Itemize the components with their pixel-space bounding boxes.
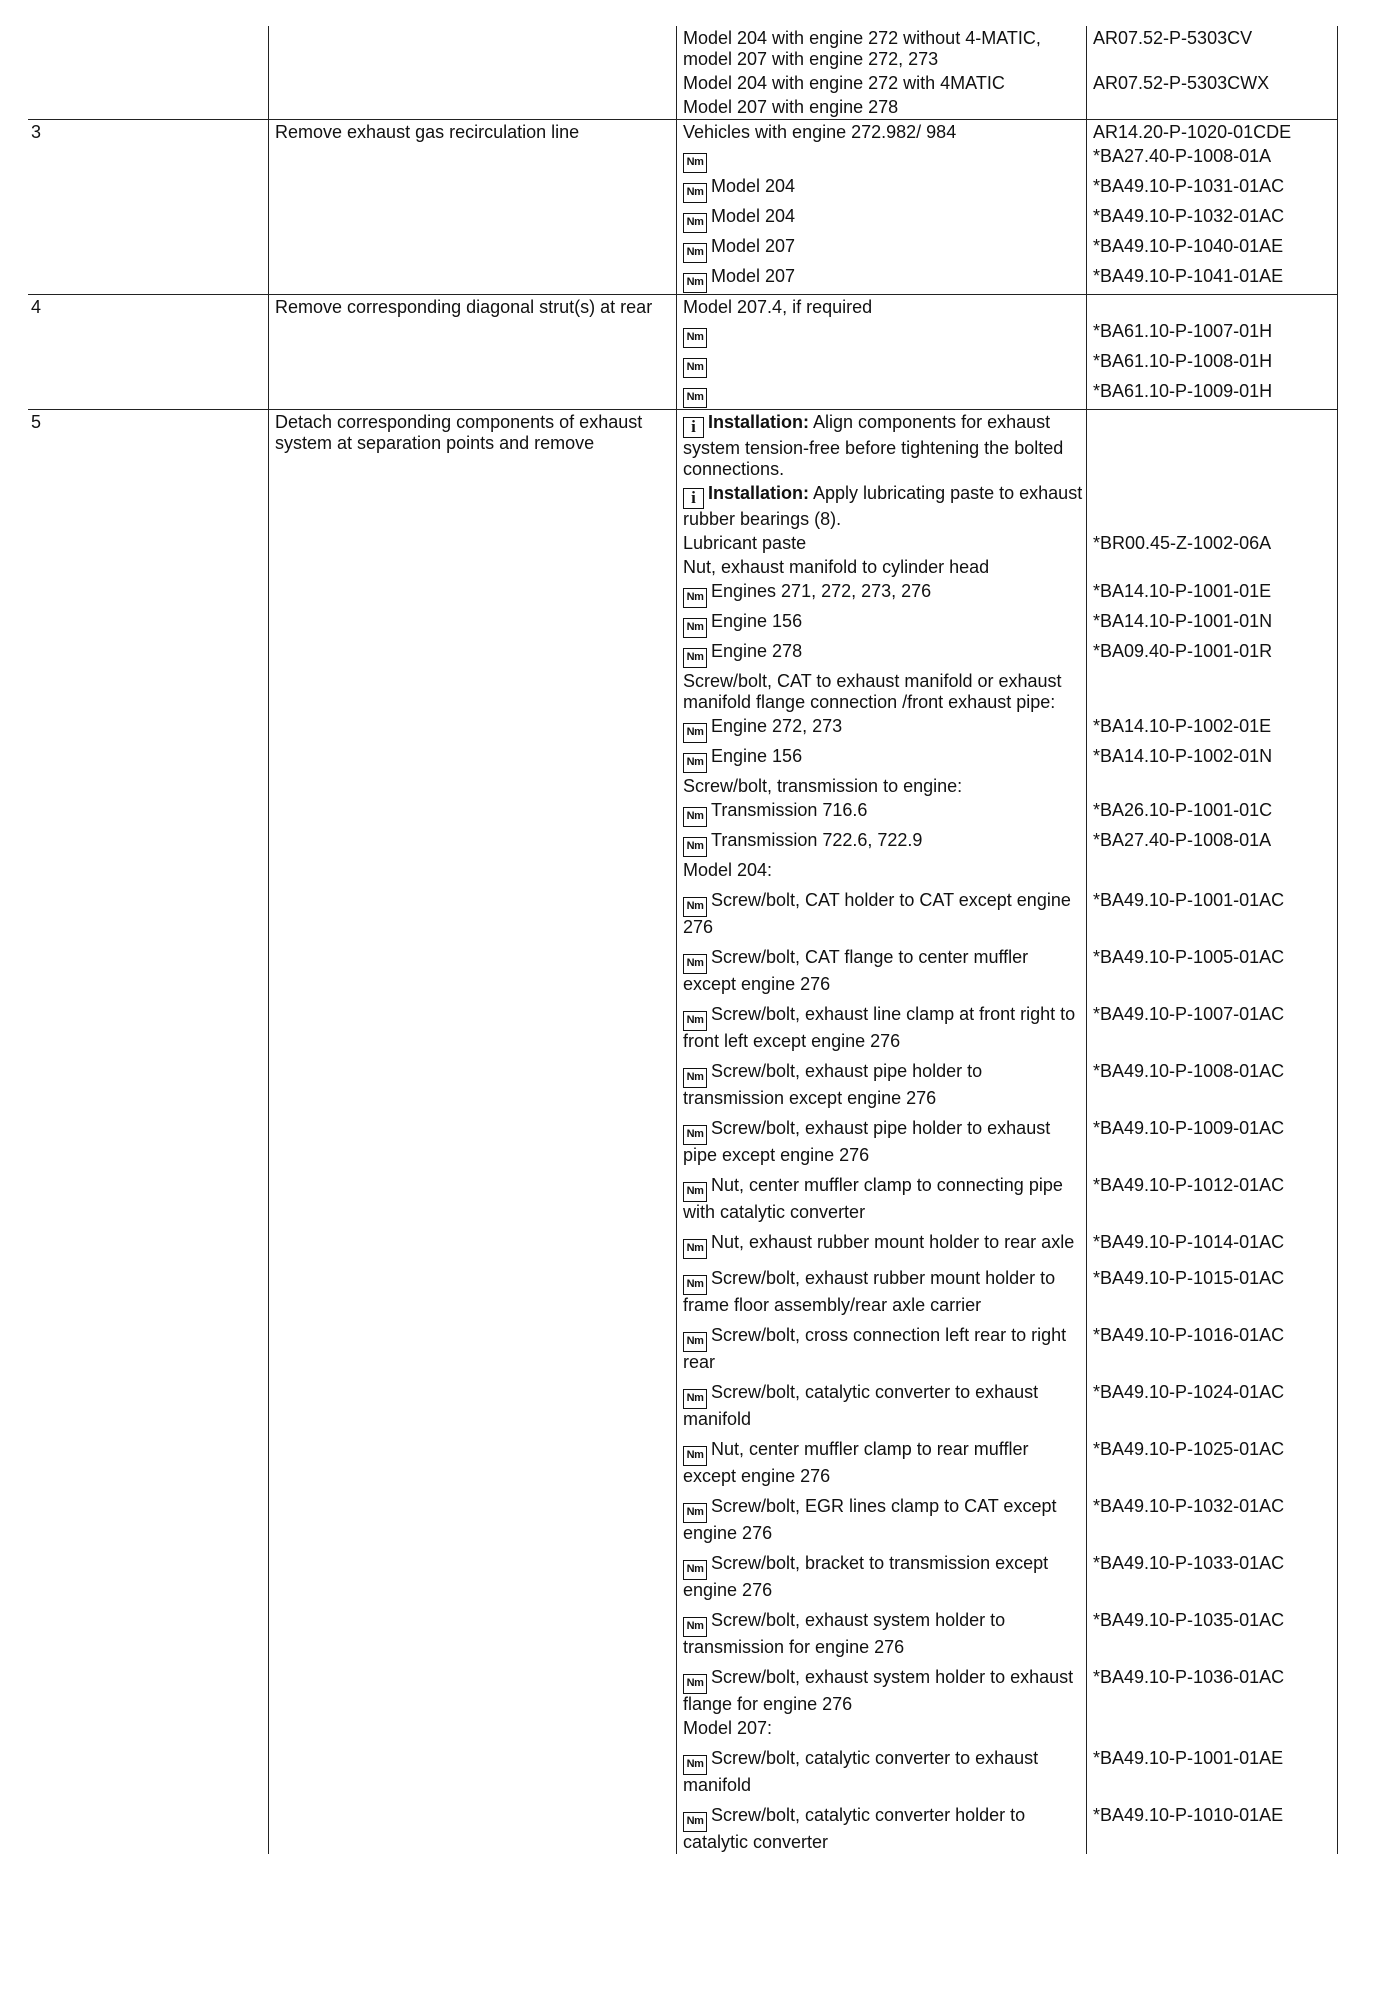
detail-text: Screw/bolt, EGR lines clamp to CAT except engine 276: [683, 1496, 1057, 1543]
detail-text: Model 204 with engine 272 without 4-MATIC, model 207 with engine 272, 273: [683, 28, 1041, 69]
torque-nm-icon: Nm: [683, 588, 707, 608]
step-detail: [677, 174, 1087, 204]
torque-nm-icon: Nm: [683, 153, 707, 173]
info-icon: i: [683, 488, 704, 509]
reference-document-link[interactable]: *BA61.10-P-1007-01H: [1087, 319, 1338, 349]
step-detail: [677, 481, 1087, 531]
reference-document-link[interactable]: AR07.52-P-5303CWX: [1087, 71, 1338, 95]
detail-text: Screw/bolt, CAT flange to center muffler except engine 276: [683, 947, 1029, 994]
reference-document-link: [1087, 858, 1338, 882]
step-detail: [677, 1374, 1087, 1431]
detail-text: Screw/bolt, transmission to engine:: [683, 776, 963, 796]
detail-text: Nut, center muffler clamp to connecting pipe with catalytic converter: [683, 1175, 1063, 1222]
step-detail: [677, 1260, 1087, 1317]
detail-text: Screw/bolt, catalytic converter to exhaust manifold: [683, 1382, 1039, 1429]
detail-text: Engine 156: [711, 611, 803, 631]
detail-text: Screw/bolt, exhaust system holder to transmission for engine 276: [683, 1610, 1006, 1657]
torque-nm-icon: Nm: [683, 388, 707, 408]
step-detail: [677, 1716, 1087, 1740]
step-action: Remove corresponding diagonal strut(s) at rear: [269, 295, 677, 410]
reference-document-link: [1087, 95, 1338, 120]
torque-nm-icon: Nm: [683, 753, 707, 773]
step-detail: [677, 1224, 1087, 1260]
torque-nm-icon: Nm: [683, 618, 707, 638]
step-detail: [677, 1602, 1087, 1659]
torque-nm-icon: Nm: [683, 807, 707, 827]
info-icon: i: [683, 417, 704, 438]
step-detail: [677, 1545, 1087, 1602]
detail-text: Engine 272, 273: [711, 716, 843, 736]
torque-nm-icon: Nm: [683, 1674, 707, 1694]
reference-document-link[interactable]: *BA49.10-P-1010-01AE: [1087, 1797, 1338, 1854]
reference-document-link[interactable]: *BA49.10-P-1035-01AC: [1087, 1602, 1338, 1659]
detail-text: Engine 278: [711, 641, 803, 661]
torque-nm-icon: Nm: [683, 358, 707, 378]
step-detail: [677, 774, 1087, 798]
step-detail: [677, 714, 1087, 744]
detail-text: Transmission 722.6, 722.9: [711, 830, 923, 850]
detail-text: Lubricant paste: [683, 533, 807, 553]
step-action: [269, 26, 677, 120]
step-detail: [677, 996, 1087, 1053]
torque-nm-icon: Nm: [683, 723, 707, 743]
step-number: [28, 26, 269, 120]
reference-document-link[interactable]: *BA49.10-P-1001-01AE: [1087, 1740, 1338, 1797]
reference-document-link[interactable]: *BA49.10-P-1041-01AE: [1087, 264, 1338, 295]
reference-document-link[interactable]: *BA49.10-P-1009-01AC: [1087, 1110, 1338, 1167]
torque-nm-icon: Nm: [683, 1755, 707, 1775]
reference-document-link[interactable]: *BA14.10-P-1002-01N: [1087, 744, 1338, 774]
detail-text: Screw/bolt, exhaust pipe holder to transmission except engine 276: [683, 1061, 983, 1108]
detail-text: Transmission 716.6: [711, 800, 868, 820]
detail-text: Apply lubricating paste to exhaust rubber bearings (8).: [683, 483, 1083, 529]
detail-text: Nut, exhaust manifold to cylinder head: [683, 557, 990, 577]
torque-nm-icon: Nm: [683, 1182, 707, 1202]
step-detail: [677, 579, 1087, 609]
detail-text: Model 207: [711, 236, 796, 256]
step-number: 3: [28, 120, 269, 295]
reference-document-link[interactable]: *BA27.40-P-1008-01A: [1087, 144, 1338, 174]
step-detail: [677, 744, 1087, 774]
step-detail: [677, 939, 1087, 996]
torque-nm-icon: Nm: [683, 183, 707, 203]
torque-nm-icon: Nm: [683, 1332, 707, 1352]
torque-nm-icon: Nm: [683, 213, 707, 233]
step-detail: [677, 319, 1087, 349]
reference-document-link[interactable]: *BA49.10-P-1007-01AC: [1087, 996, 1338, 1053]
step-detail: [677, 531, 1087, 555]
reference-document-link: [1087, 410, 1338, 482]
step-detail: [677, 798, 1087, 828]
installation-label: Installation:: [708, 483, 810, 503]
step-number: 4: [28, 295, 269, 410]
torque-nm-icon: Nm: [683, 954, 707, 974]
torque-nm-icon: Nm: [683, 1011, 707, 1031]
torque-nm-icon: Nm: [683, 1812, 707, 1832]
reference-document-link[interactable]: *BA49.10-P-1015-01AC: [1087, 1260, 1338, 1317]
procedure-sheet: [28, 26, 1338, 1854]
detail-text: Align components for exhaust system tension-free before tightening the bolted connections.: [683, 412, 1064, 479]
step-detail: [677, 410, 1087, 482]
detail-text: Model 204:: [683, 860, 773, 880]
reference-document-link[interactable]: *BA61.10-P-1008-01H: [1087, 349, 1338, 379]
reference-document-link: [1087, 669, 1338, 714]
reference-document-link[interactable]: *BA49.10-P-1032-01AC: [1087, 1488, 1338, 1545]
step-detail: [677, 234, 1087, 264]
step-detail: [677, 639, 1087, 669]
reference-document-link: [1087, 295, 1338, 320]
installation-label: Installation:: [708, 412, 810, 432]
reference-document-link[interactable]: *BA61.10-P-1009-01H: [1087, 379, 1338, 410]
reference-document-link[interactable]: *BA49.10-P-1033-01AC: [1087, 1545, 1338, 1602]
procedure-table: [28, 26, 1338, 1854]
procedure-table-body: [28, 26, 1338, 1854]
detail-text: Model 207 with engine 278: [683, 97, 899, 117]
step-detail: [677, 1317, 1087, 1374]
reference-document-link[interactable]: *BA49.10-P-1016-01AC: [1087, 1317, 1338, 1374]
step-detail: [677, 144, 1087, 174]
reference-document-link[interactable]: *BA49.10-P-1008-01AC: [1087, 1053, 1338, 1110]
detail-text: Screw/bolt, catalytic converter holder to catalytic converter: [683, 1805, 1026, 1852]
reference-document-link[interactable]: *BA26.10-P-1001-01C: [1087, 798, 1338, 828]
torque-nm-icon: Nm: [683, 897, 707, 917]
step-number: 5: [28, 410, 269, 1855]
detail-text: Nut, exhaust rubber mount holder to rear axle: [711, 1232, 1075, 1252]
reference-document-link: [1087, 774, 1338, 798]
detail-text: Nut, center muffler clamp to rear muffler except engine 276: [683, 1439, 1029, 1486]
table-row: [28, 120, 1338, 145]
reference-document-link[interactable]: *BA49.10-P-1014-01AC: [1087, 1224, 1338, 1260]
step-detail: [677, 1488, 1087, 1545]
step-action: Detach corresponding components of exhaust system at separation points and remove: [269, 410, 677, 1855]
step-detail: [677, 26, 1087, 71]
reference-document-link[interactable]: *BA14.10-P-1002-01E: [1087, 714, 1338, 744]
detail-text: Screw/bolt, cross connection left rear to right rear: [683, 1325, 1067, 1372]
step-detail: [677, 1167, 1087, 1224]
detail-text: Model 207: [711, 266, 796, 286]
reference-document-link[interactable]: *BA27.40-P-1008-01A: [1087, 828, 1338, 858]
detail-text: Model 204: [711, 206, 796, 226]
reference-document-link[interactable]: *BA14.10-P-1001-01E: [1087, 579, 1338, 609]
detail-text: Model 207:: [683, 1718, 773, 1738]
step-detail: [677, 1053, 1087, 1110]
step-detail: [677, 71, 1087, 95]
torque-nm-icon: Nm: [683, 1503, 707, 1523]
step-detail: [677, 379, 1087, 410]
detail-text: Screw/bolt, exhaust rubber mount holder to frame floor assembly/rear axle carrier: [683, 1268, 1056, 1315]
torque-nm-icon: Nm: [683, 1446, 707, 1466]
step-detail: [677, 349, 1087, 379]
reference-document-link[interactable]: *BA49.10-P-1040-01AE: [1087, 234, 1338, 264]
torque-nm-icon: Nm: [683, 1068, 707, 1088]
detail-text: Model 204 with engine 272 with 4MATIC: [683, 73, 1005, 93]
reference-document-link[interactable]: *BA49.10-P-1031-01AC: [1087, 174, 1338, 204]
torque-nm-icon: Nm: [683, 1275, 707, 1295]
step-detail: [677, 609, 1087, 639]
torque-nm-icon: Nm: [683, 1125, 707, 1145]
reference-document-link[interactable]: *BA49.10-P-1025-01AC: [1087, 1431, 1338, 1488]
step-detail: [677, 295, 1087, 320]
reference-document-link[interactable]: *BA14.10-P-1001-01N: [1087, 609, 1338, 639]
torque-nm-icon: Nm: [683, 837, 707, 857]
step-detail: [677, 669, 1087, 714]
step-detail: [677, 882, 1087, 939]
detail-text: Screw/bolt, CAT to exhaust manifold or exhaust manifold flange connection /front exhaust pipe:: [683, 671, 1062, 712]
step-detail: [677, 828, 1087, 858]
detail-text: Screw/bolt, exhaust pipe holder to exhaust pipe except engine 276: [683, 1118, 1051, 1165]
torque-nm-icon: Nm: [683, 243, 707, 263]
torque-nm-icon: Nm: [683, 648, 707, 668]
step-detail: [677, 1110, 1087, 1167]
detail-text: Screw/bolt, CAT holder to CAT except engine 276: [683, 890, 1071, 937]
step-detail: [677, 1797, 1087, 1854]
reference-document-link[interactable]: *BR00.45-Z-1002-06A: [1087, 531, 1338, 555]
reference-document-link[interactable]: *BA49.10-P-1012-01AC: [1087, 1167, 1338, 1224]
torque-nm-icon: Nm: [683, 328, 707, 348]
table-row: [28, 295, 1338, 320]
reference-document-link: [1087, 1716, 1338, 1740]
table-row: [28, 410, 1338, 482]
detail-text: Engines 271, 272, 273, 276: [711, 581, 932, 601]
reference-document-link: [1087, 481, 1338, 531]
reference-document-link[interactable]: AR14.20-P-1020-01CDE: [1087, 120, 1338, 145]
reference-document-link[interactable]: *BA49.10-P-1024-01AC: [1087, 1374, 1338, 1431]
reference-document-link[interactable]: *BA49.10-P-1036-01AC: [1087, 1659, 1338, 1716]
reference-document-link[interactable]: *BA49.10-P-1001-01AC: [1087, 882, 1338, 939]
detail-text: Screw/bolt, catalytic converter to exhaust manifold: [683, 1748, 1039, 1795]
step-detail: [677, 1659, 1087, 1716]
reference-document-link[interactable]: *BA09.40-P-1001-01R: [1087, 639, 1338, 669]
detail-text: Vehicles with engine 272.982/ 984: [683, 122, 957, 142]
torque-nm-icon: Nm: [683, 1389, 707, 1409]
step-detail: [677, 264, 1087, 295]
step-detail: [677, 204, 1087, 234]
torque-nm-icon: Nm: [683, 273, 707, 293]
detail-text: Screw/bolt, exhaust system holder to exhaust flange for engine 276: [683, 1667, 1074, 1714]
detail-text: Model 204: [711, 176, 796, 196]
step-detail: [677, 120, 1087, 145]
detail-text: Screw/bolt, exhaust line clamp at front right to front left except engine 276: [683, 1004, 1076, 1051]
detail-text: Engine 156: [711, 746, 803, 766]
detail-text: Screw/bolt, bracket to transmission except engine 276: [683, 1553, 1049, 1600]
reference-document-link[interactable]: *BA49.10-P-1032-01AC: [1087, 204, 1338, 234]
detail-text: Model 207.4, if required: [683, 297, 873, 317]
step-detail: [677, 95, 1087, 120]
step-action: Remove exhaust gas recirculation line: [269, 120, 677, 295]
reference-document-link: [1087, 555, 1338, 579]
step-detail: [677, 555, 1087, 579]
reference-document-link[interactable]: *BA49.10-P-1005-01AC: [1087, 939, 1338, 996]
torque-nm-icon: Nm: [683, 1239, 707, 1259]
torque-nm-icon: Nm: [683, 1617, 707, 1637]
reference-document-link[interactable]: AR07.52-P-5303CV: [1087, 26, 1338, 71]
step-detail: [677, 1431, 1087, 1488]
step-detail: [677, 858, 1087, 882]
step-detail: [677, 1740, 1087, 1797]
table-row: [28, 26, 1338, 71]
torque-nm-icon: Nm: [683, 1560, 707, 1580]
